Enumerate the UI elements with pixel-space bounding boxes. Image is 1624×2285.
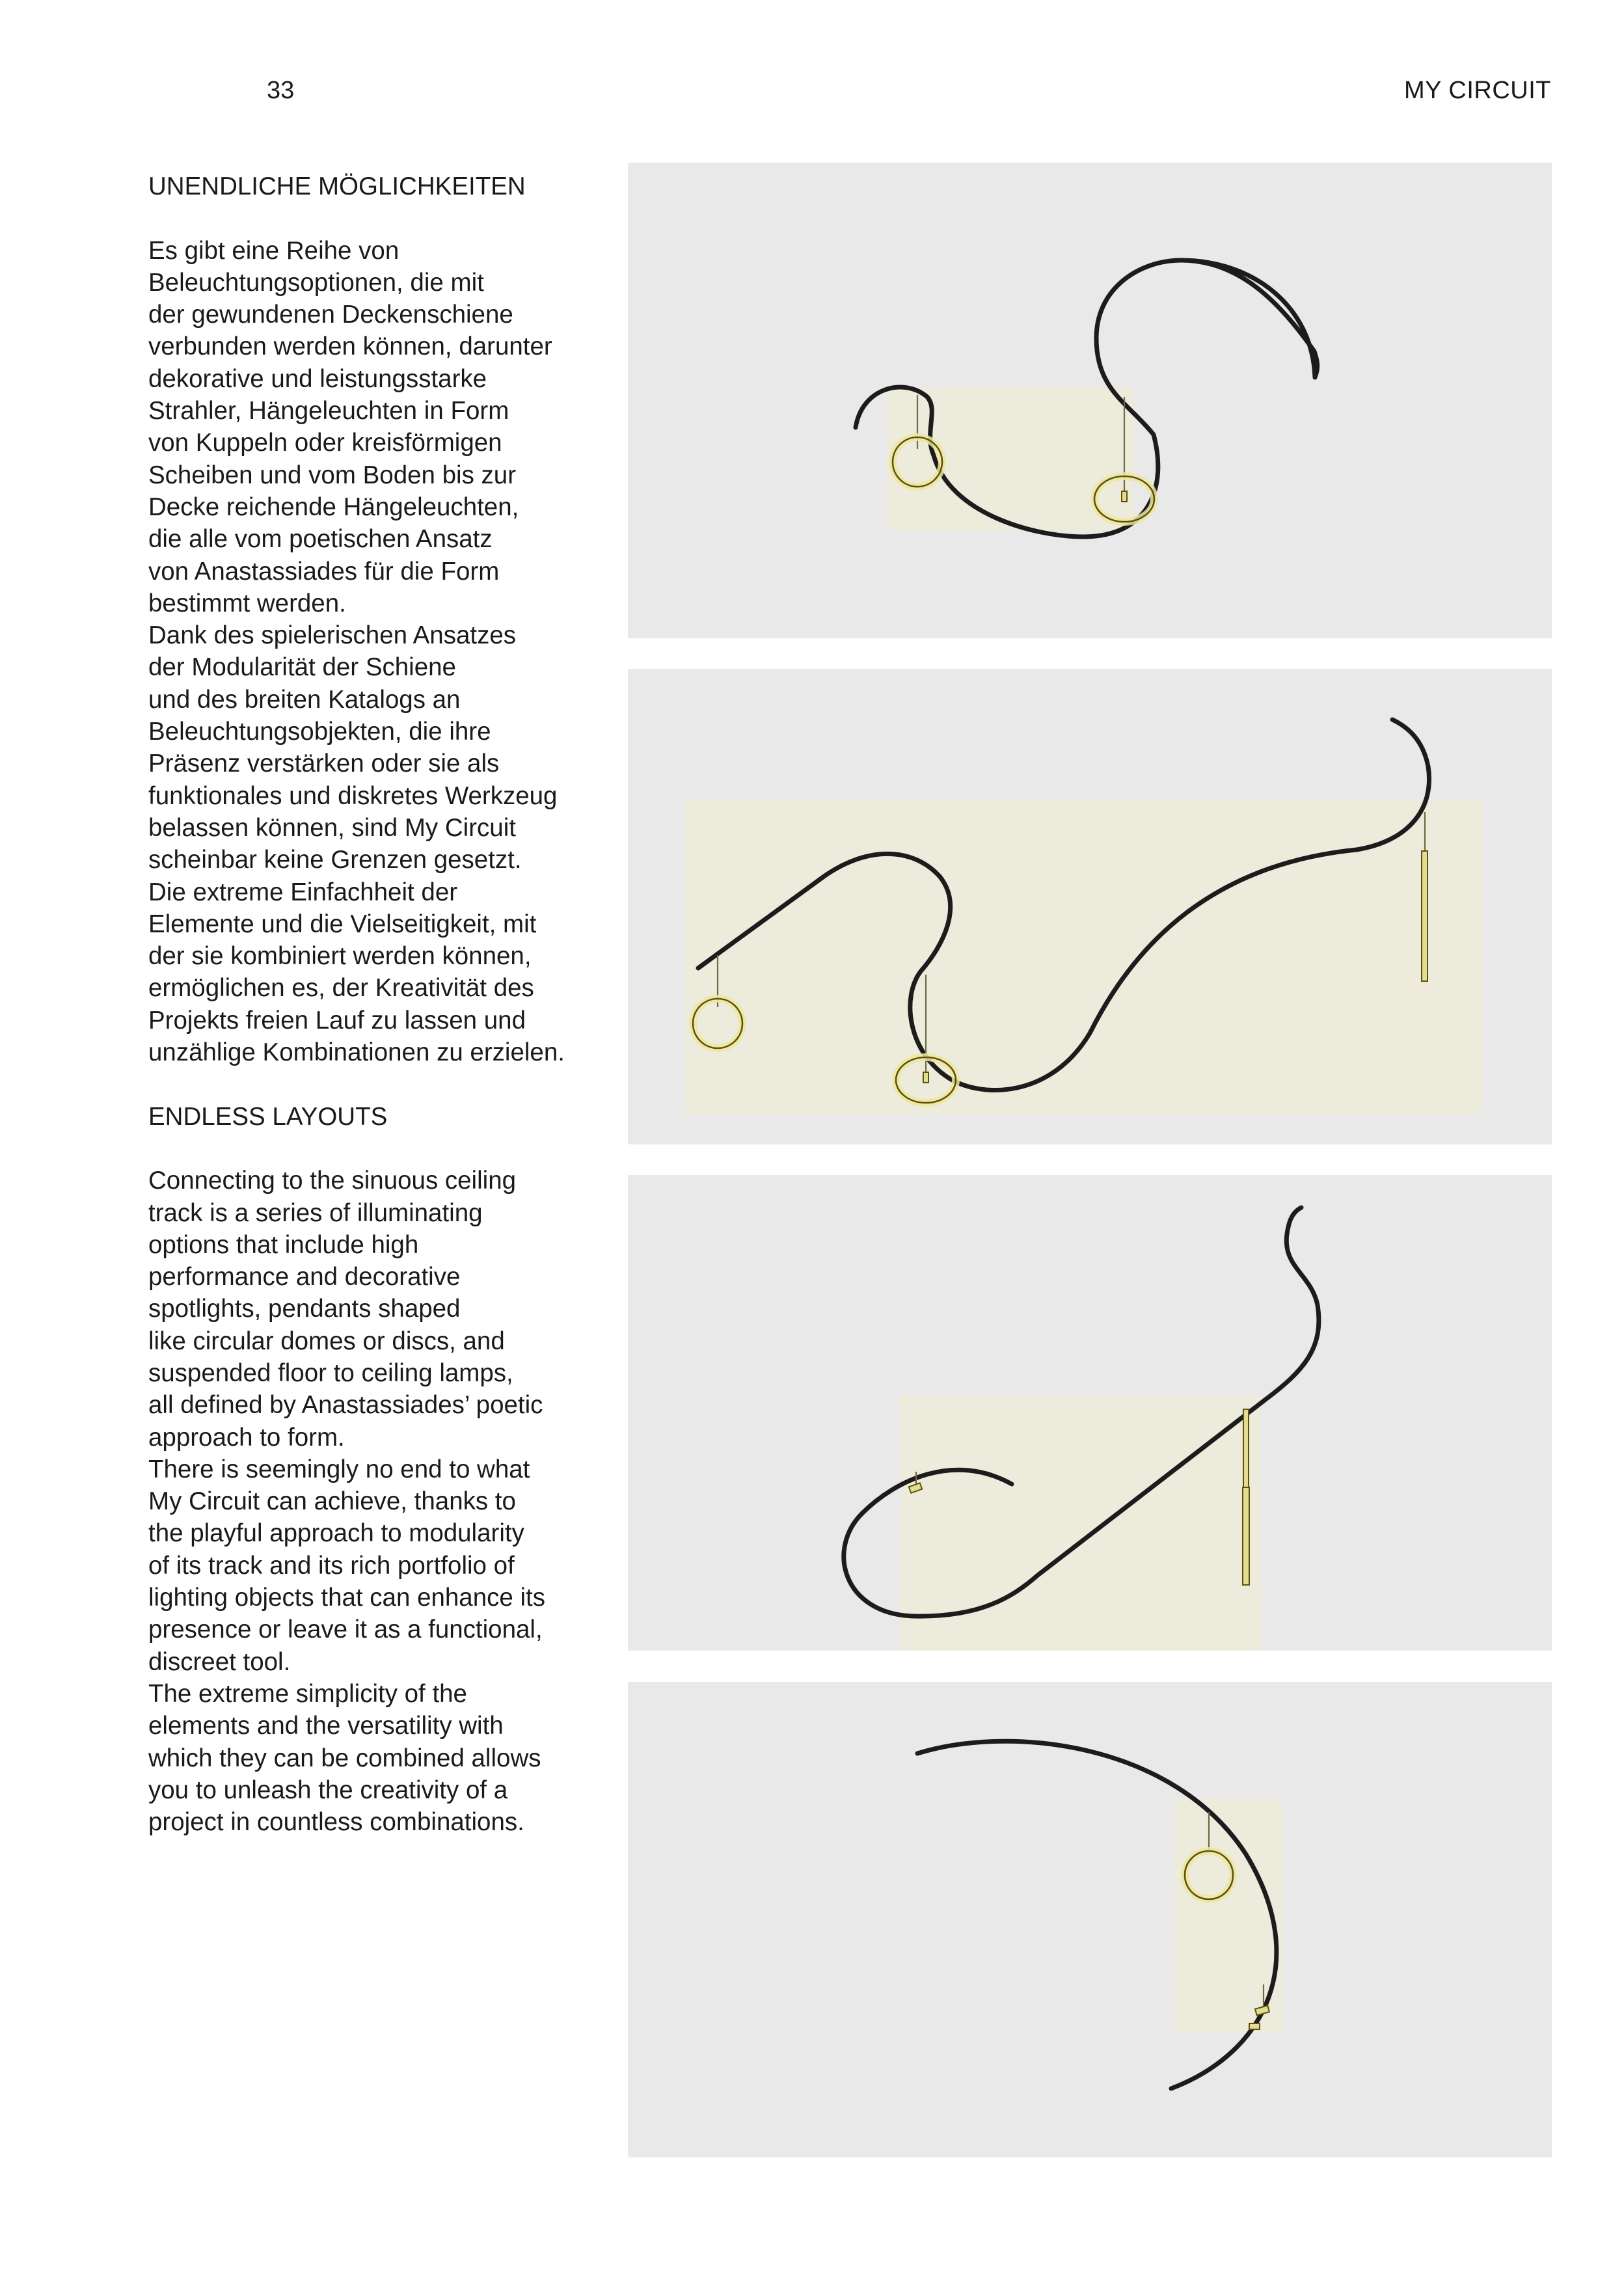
text-line: The extreme simplicity of the bbox=[148, 1679, 467, 1708]
german-paragraph-3 bbox=[148, 876, 604, 1069]
text-line: performance and decorative bbox=[148, 1263, 461, 1291]
layout-illustration-3 bbox=[628, 1175, 1552, 1651]
spotlight bbox=[1249, 2023, 1260, 2029]
linear-suspension-lamp bbox=[1422, 851, 1428, 981]
text-line: der sie kombiniert werden können, bbox=[148, 942, 532, 971]
text-line: spotlights, pendants shaped bbox=[148, 1295, 461, 1323]
light-zone bbox=[684, 799, 1482, 1115]
header-title: MY CIRCUIT bbox=[1404, 77, 1551, 104]
text-line: von Kuppeln oder kreisförmigen bbox=[148, 429, 502, 457]
text-line: suspended floor to ceiling lamps, bbox=[148, 1359, 513, 1387]
text-line: funktionales und diskretes Werkzeug bbox=[148, 781, 558, 810]
lamp-socket bbox=[923, 1072, 928, 1083]
text-line: presence or leave it as a functional, bbox=[148, 1616, 543, 1644]
track-drawing-2 bbox=[628, 669, 1552, 1144]
text-line: und des breiten Katalogs an bbox=[148, 685, 461, 714]
text-line: unzählige Kombinationen zu erzielen. bbox=[148, 1038, 565, 1067]
text-line: elements and the versatility with bbox=[148, 1712, 504, 1740]
text-line: approach to form. bbox=[148, 1423, 345, 1452]
text-line: Decke reichende Hängeleuchten, bbox=[148, 493, 519, 521]
text-line: Projekts freien Lauf zu lassen und bbox=[148, 1006, 526, 1034]
text-line: scheinbar keine Grenzen gesetzt. bbox=[148, 846, 522, 874]
german-paragraph-2 bbox=[148, 619, 604, 876]
text-column bbox=[148, 170, 604, 1838]
text-line: There is seemingly no end to what bbox=[148, 1455, 530, 1483]
text-line: ermöglichen es, der Kreativität des bbox=[148, 974, 534, 1003]
text-line: track is a series of illuminating bbox=[148, 1198, 483, 1227]
text-line: you to unleash the creativity of a bbox=[148, 1776, 508, 1804]
text-line: belassen können, sind My Circuit bbox=[148, 813, 516, 842]
text-line: Beleuchtungsoptionen, die mit bbox=[148, 268, 484, 297]
page-number: 33 bbox=[267, 77, 295, 104]
german-paragraph-1 bbox=[148, 235, 604, 620]
text-line: Elemente und die Vielseitigkeit, mit bbox=[148, 910, 537, 938]
layout-illustration-2 bbox=[628, 669, 1552, 1144]
text-line: like circular domes or discs, and bbox=[148, 1327, 505, 1355]
english-paragraph-1 bbox=[148, 1165, 604, 1453]
text-line: of its track and its rich portfolio of bbox=[148, 1551, 515, 1580]
text-line: dekorative und leistungsstarke bbox=[148, 364, 487, 393]
track-drawing-4 bbox=[628, 1682, 1552, 2157]
text-line: Dank des spielerischen Ansatzes bbox=[148, 621, 516, 650]
track-drawing-3 bbox=[628, 1175, 1552, 1651]
text-line: der gewundenen Deckenschiene bbox=[148, 301, 513, 329]
text-line: Strahler, Hängeleuchten in Form bbox=[148, 397, 509, 426]
text-line: My Circuit can achieve, thanks to bbox=[148, 1487, 516, 1516]
text-line: the playful approach to modularity bbox=[148, 1519, 524, 1548]
text-line: discreet tool. bbox=[148, 1647, 291, 1676]
english-paragraph-3 bbox=[148, 1678, 604, 1838]
text-line: all defined by Anastassiades’ poetic bbox=[148, 1391, 543, 1420]
text-line: lighting objects that can enhance its bbox=[148, 1584, 545, 1612]
english-heading: ENDLESS LAYOUTS bbox=[148, 1102, 388, 1131]
linear-suspension-lamp bbox=[1243, 1487, 1249, 1585]
text-line: Es gibt eine Reihe von bbox=[148, 236, 399, 265]
english-paragraph-2 bbox=[148, 1453, 604, 1678]
text-line: Beleuchtungsobjekten, die ihre bbox=[148, 718, 491, 746]
layout-illustration-1 bbox=[628, 163, 1552, 638]
text-line: which they can be combined allows bbox=[148, 1744, 541, 1772]
german-heading: UNENDLICHE MÖGLICHKEITEN bbox=[148, 172, 526, 200]
text-line: project in countless combinations. bbox=[148, 1808, 524, 1837]
text-line: von Anastassiades für die Form bbox=[148, 557, 500, 586]
text-line: die alle vom poetischen Ansatz bbox=[148, 525, 493, 554]
text-line: Scheiben und vom Boden bis zur bbox=[148, 461, 517, 489]
text-line: Die extreme Einfachheit der bbox=[148, 878, 458, 906]
track-drawing-1 bbox=[628, 163, 1552, 638]
text-line: Connecting to the sinuous ceiling bbox=[148, 1167, 517, 1195]
light-zone bbox=[1174, 1799, 1282, 2033]
lamp-socket bbox=[1122, 491, 1127, 502]
text-line: options that include high bbox=[148, 1230, 419, 1259]
text-line: Präsenz verstärken oder sie als bbox=[148, 750, 500, 778]
text-line: der Modularität der Schiene bbox=[148, 653, 456, 682]
text-line: verbunden werden können, darunter bbox=[148, 332, 552, 361]
text-line: bestimmt werden. bbox=[148, 589, 346, 617]
layout-illustration-4 bbox=[628, 1682, 1552, 2157]
